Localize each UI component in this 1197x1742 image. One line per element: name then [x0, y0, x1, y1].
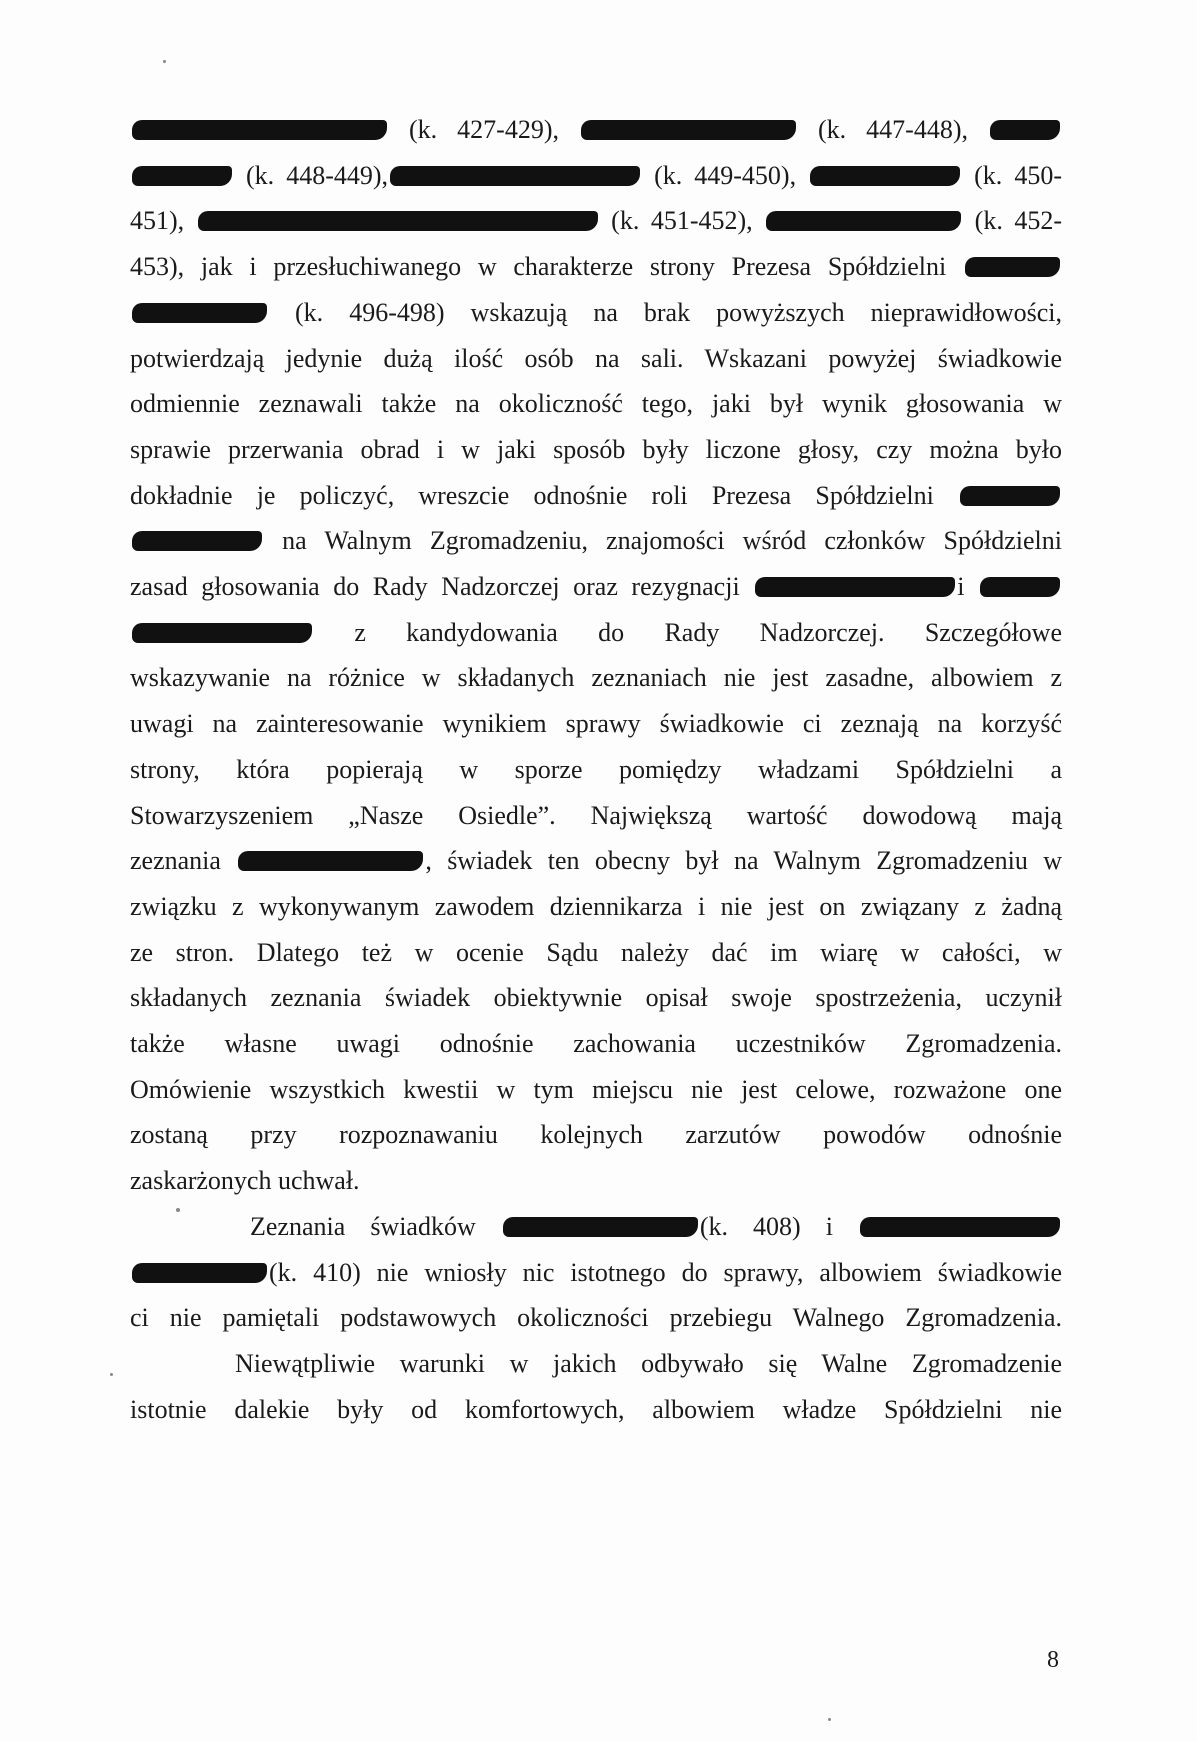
text-segment: odmiennie zeznawali także na okoliczność tego, jaki był wynik głosowania w — [130, 389, 1062, 419]
redaction-mark — [980, 577, 1060, 597]
text-line — [130, 936, 1062, 970]
text-line — [130, 707, 1062, 741]
text-segment: uwagi na zainteresowanie wynikiem sprawy świadkowie ci zeznają na korzyść — [130, 709, 1062, 739]
text-line — [130, 981, 1062, 1015]
text-line — [130, 844, 1062, 878]
text-line — [130, 296, 1062, 330]
redaction-mark — [132, 120, 387, 140]
text-line — [130, 479, 1062, 513]
text-line — [130, 1164, 1062, 1198]
text-segment: (k. 496-498) wskazują na brak powyższych nieprawidłowości, — [269, 297, 1062, 327]
text-segment: ze stron. Dlatego też w ocenie Sądu należy dać im wiarę w całości, w — [130, 937, 1062, 967]
text-segment: także własne uwagi odnośnie zachowania uczestników Zgromadzenia. — [130, 1029, 1062, 1058]
text-segment: dokładnie je policzyć, wreszcie odnośnie roli Prezesa Spółdzielni — [130, 480, 958, 510]
text-segment: (k. 451-452), — [599, 206, 765, 236]
text-segment: z kandydowania do Rady Nadzorczej. Szczegółowe — [314, 617, 1062, 647]
redaction-mark — [581, 120, 796, 140]
redaction-mark — [132, 623, 312, 643]
scan-speck — [163, 60, 166, 63]
scan-speck — [176, 1208, 180, 1212]
text-segment: (k. 447-448), — [798, 115, 988, 144]
redaction-mark — [965, 257, 1060, 277]
text-segment: (k. 452- — [963, 206, 1062, 236]
text-line — [130, 890, 1062, 924]
text-segment: związku z wykonywanym zawodem dziennikarza i nie jest on związany z żadną — [130, 891, 1062, 921]
text-segment: zeznania — [130, 846, 237, 876]
text-segment: Niewątpliwie warunki w jakich odbywało się Walne Zgromadzenie — [235, 1348, 1062, 1378]
text-line — [130, 387, 1062, 421]
text-segment: (k. 410) nie wniosły nic istotnego do sprawy, albowiem świadkowie — [269, 1257, 1062, 1287]
scan-speck — [828, 1718, 831, 1721]
text-segment: potwierdzają jedynie dużą ilość osób na sali. Wskazani powyżej świadkowie — [130, 343, 1062, 373]
redaction-mark — [238, 851, 423, 871]
redaction-mark — [990, 120, 1060, 140]
text-line — [130, 524, 1062, 558]
text-segment: 453), jak i przesłuchiwanego w charakterze strony Prezesa Spółdzielni — [130, 252, 963, 282]
text-segment: ci nie pamiętali podstawowych okoliczności przebiegu Walnego Zgromadzenia. — [130, 1303, 1062, 1333]
text-segment: 451), — [130, 206, 196, 236]
redaction-mark — [132, 1263, 267, 1283]
text-segment: (k. 448-449), — [234, 160, 389, 190]
text-segment: zaskarżonych uchwał. — [130, 1166, 360, 1196]
page-number: 8 — [1047, 1647, 1059, 1673]
text-line — [130, 616, 1062, 650]
scan-speck — [110, 1373, 113, 1376]
text-line — [130, 799, 1062, 833]
text-segment: (k. 450- — [962, 160, 1062, 190]
text-line — [130, 1256, 1062, 1290]
text-segment: Omówienie wszystkich kwestii w tym miejscu nie jest celowe, rozważone one — [130, 1074, 1062, 1104]
text-line — [130, 433, 1062, 467]
text-line — [250, 1210, 1062, 1244]
text-segment: zasad głosowania do Rady Nadzorczej oraz rezygnacji — [130, 572, 754, 601]
text-segment: wskazywanie na różnice w składanych zeznaniach nie jest zasadne, albowiem z — [130, 663, 1062, 693]
text-segment: na Walnym Zgromadzeniu, znajomości wśród członków Spółdzielni — [264, 526, 1062, 556]
text-line — [130, 753, 1062, 787]
text-line — [130, 570, 1062, 604]
text-segment: istotnie dalekie były od komfortowych, albowiem władze Spółdzielni nie — [130, 1394, 1062, 1424]
text-line — [130, 1027, 1062, 1061]
redaction-mark — [198, 211, 598, 231]
redaction-mark — [766, 211, 961, 231]
text-segment: zostaną przy rozpoznawaniu kolejnych zarzutów powodów odnośnie — [130, 1120, 1062, 1150]
text-segment: i — [957, 572, 978, 601]
text-line — [130, 1073, 1062, 1107]
redaction-mark — [132, 303, 267, 323]
text-segment: (k. 449-450), — [642, 160, 809, 190]
text-line — [130, 113, 1062, 147]
text-segment: sprawie przerwania obrad i w jaki sposób były liczone głosy, czy można było — [130, 434, 1062, 464]
redaction-mark — [132, 531, 262, 551]
text-line — [130, 204, 1062, 238]
text-segment: , świadek ten obecny był na Walnym Zgromadzeniu w — [425, 846, 1062, 876]
text-line — [130, 159, 1062, 193]
text-line — [130, 342, 1062, 376]
text-segment: strony, która popierają w sporze pomiędzy władzami Spółdzielni a — [130, 754, 1062, 784]
text-line — [130, 1301, 1062, 1335]
text-segment: składanych zeznania świadek obiektywnie opisał swoje spostrzeżenia, uczynił — [130, 983, 1062, 1013]
text-line — [235, 1347, 1062, 1381]
text-line — [130, 250, 1062, 284]
text-line — [130, 1118, 1062, 1152]
redaction-mark — [390, 166, 640, 186]
redaction-mark — [860, 1217, 1060, 1237]
text-segment: Zeznania świadków — [250, 1211, 501, 1241]
redaction-mark — [503, 1217, 698, 1237]
redaction-mark — [132, 166, 232, 186]
text-segment: Stowarzyszeniem „Nasze Osiedle”. Największą wartość dowodową mają — [130, 800, 1062, 830]
redaction-mark — [810, 166, 960, 186]
text-segment: (k. 427-429), — [389, 115, 579, 144]
text-segment: (k. 408) i — [699, 1211, 859, 1241]
redaction-mark — [960, 486, 1060, 506]
text-line — [130, 1393, 1062, 1427]
text-line — [130, 661, 1062, 695]
redaction-mark — [755, 577, 955, 597]
